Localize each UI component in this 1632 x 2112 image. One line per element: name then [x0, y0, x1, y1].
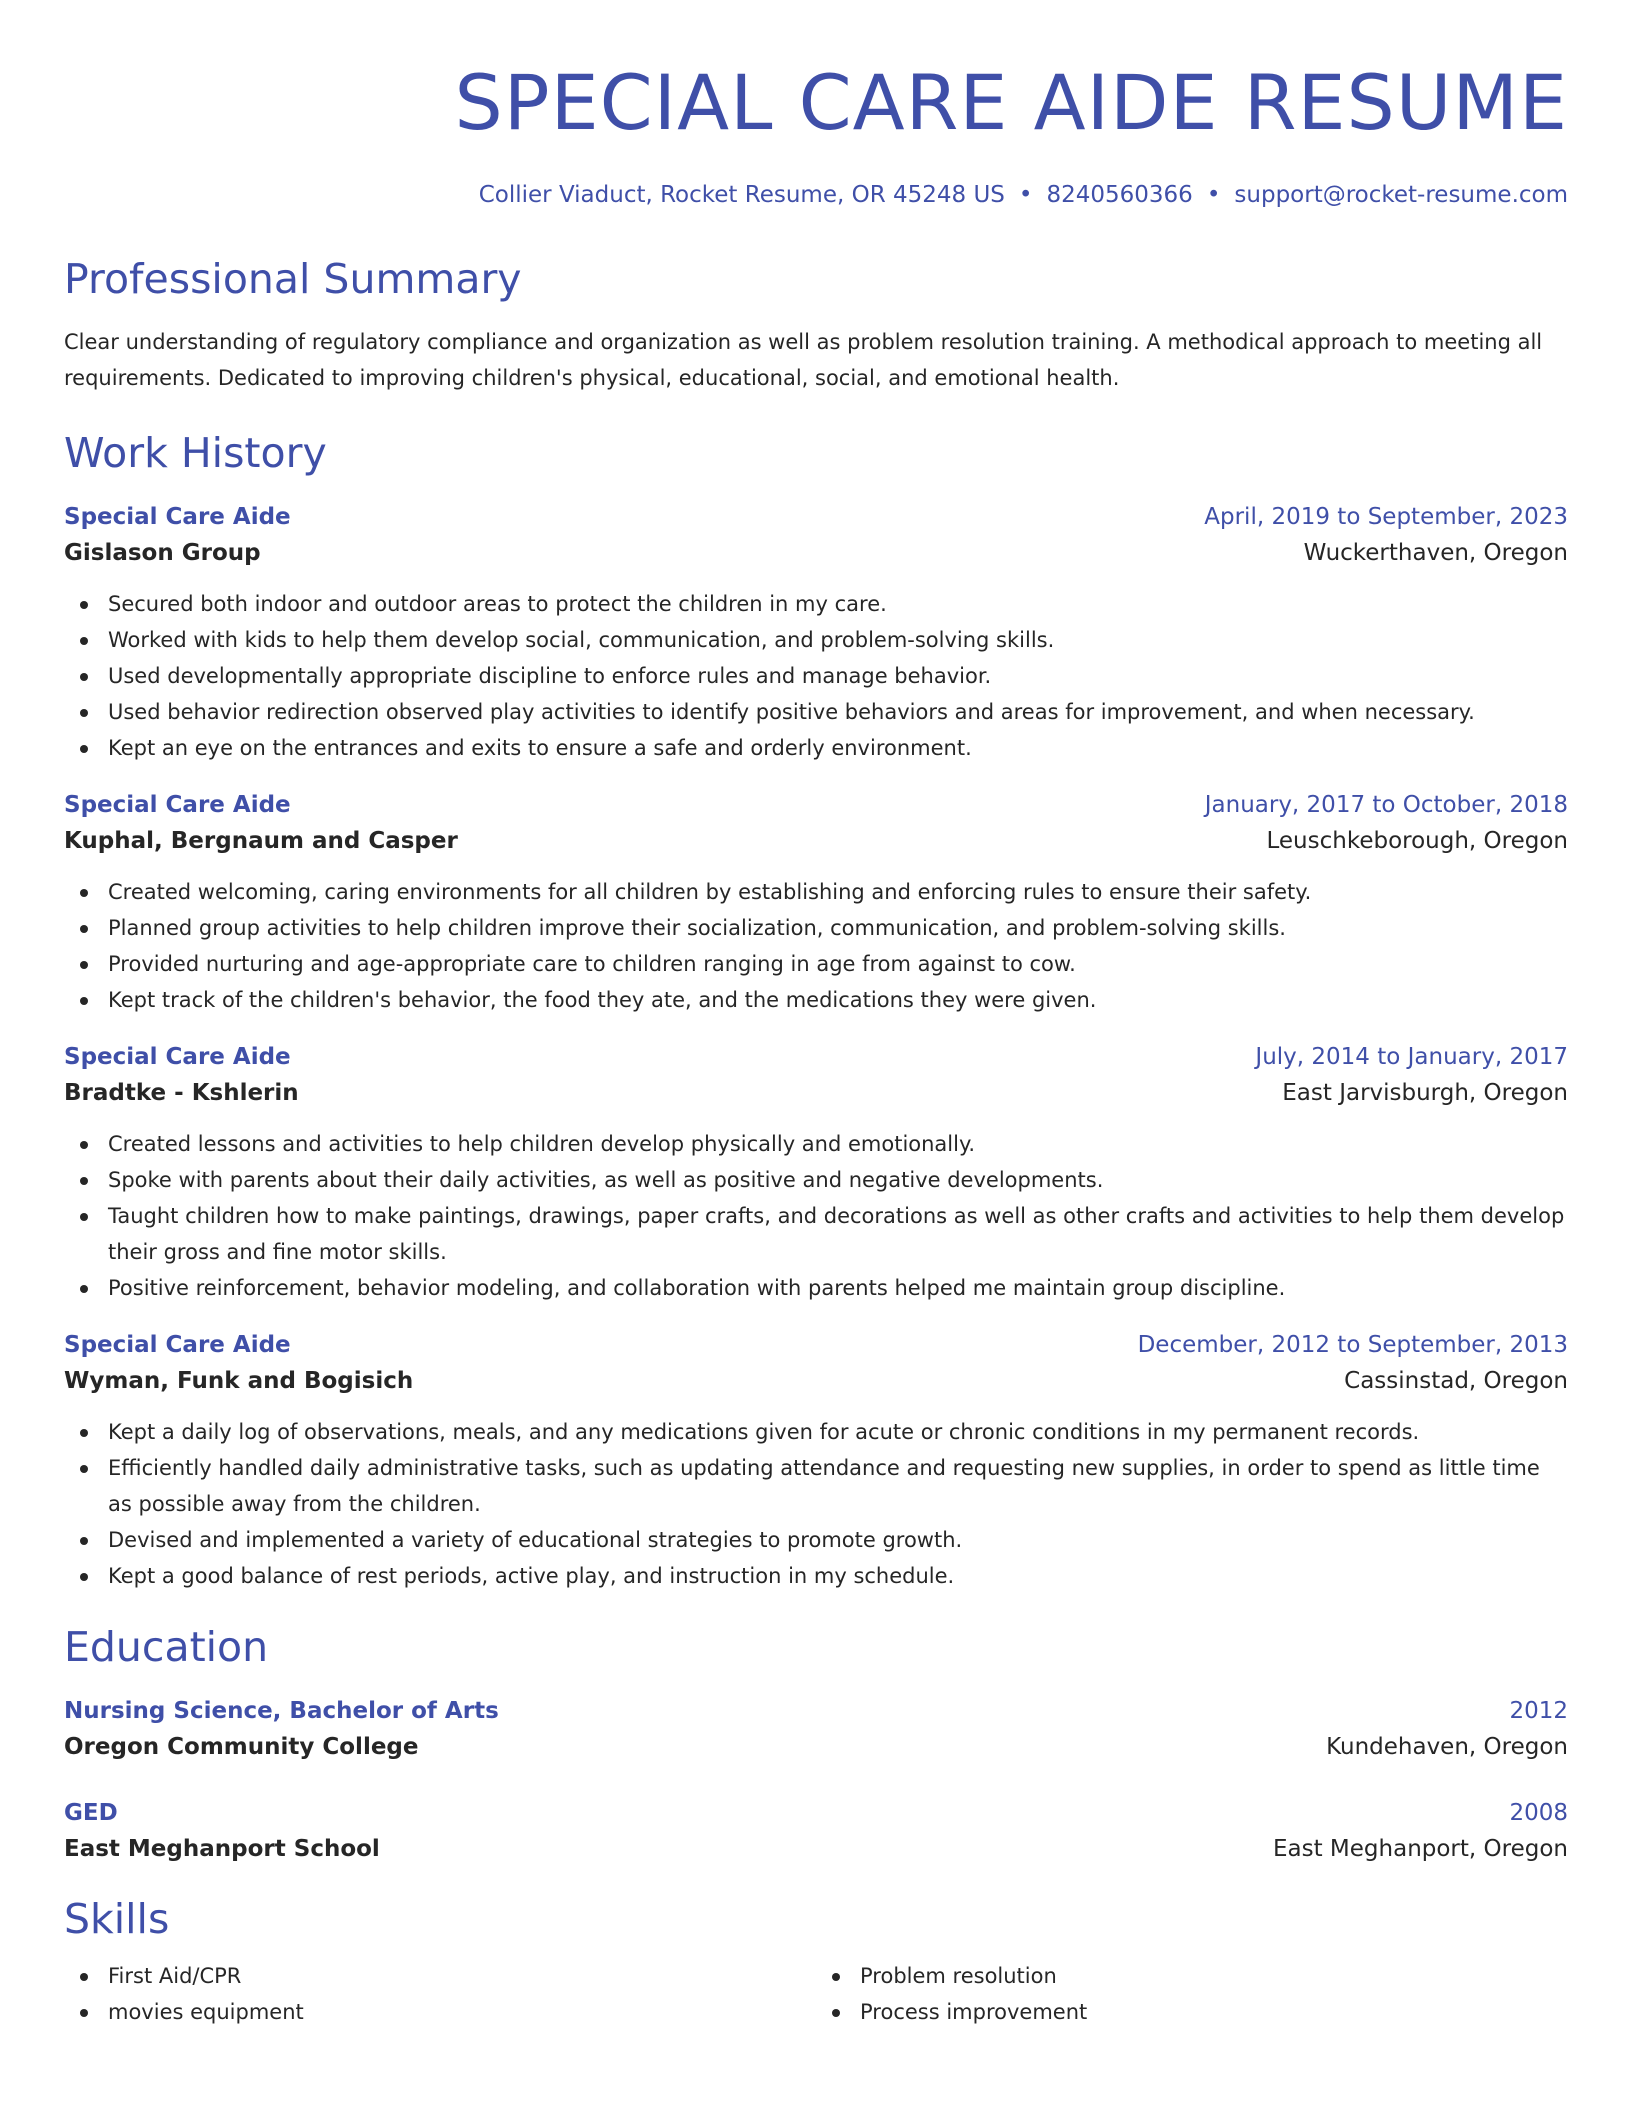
skill-item: Process improvement: [816, 1994, 1568, 2030]
summary-heading: Professional Summary: [64, 255, 522, 303]
job-title: Special Care Aide: [64, 1044, 291, 1070]
work-history-heading: Work History: [64, 429, 327, 477]
job-dates: January, 2017 to October, 2018: [1204, 792, 1568, 818]
job-company: Gislason Group: [64, 540, 261, 566]
job-entry: [64, 788, 1568, 1018]
list-item: Created welcoming, caring environments for all children by establishing and enforcing rules to ensure their safety.: [64, 874, 1568, 910]
job-title: Special Care Aide: [64, 792, 291, 818]
contact-phone: 8240560366: [1046, 182, 1193, 208]
education-degree: Nursing Science, Bachelor of Arts: [64, 1698, 499, 1724]
job-bullets: [64, 586, 1568, 766]
list-item: Secured both indoor and outdoor areas to protect the children in my care.: [64, 586, 1568, 622]
skills-column-right: [816, 1958, 1568, 2030]
job-bullets: [64, 1126, 1568, 1306]
job-title: Special Care Aide: [64, 504, 291, 530]
education-entry: [64, 1694, 1568, 1766]
job-dates: July, 2014 to January, 2017: [1255, 1044, 1568, 1070]
job-company: Kuphal, Bergnaum and Casper: [64, 828, 458, 854]
list-item: Kept a daily log of observations, meals, and any medications given for acute or chronic conditions in my permanent records.: [64, 1414, 1568, 1450]
list-item: Devised and implemented a variety of educational strategies to promote growth.: [64, 1522, 1568, 1558]
education-location: Kundehaven, Oregon: [1326, 1734, 1568, 1760]
education-degree: GED: [64, 1800, 118, 1826]
contact-separator: •: [1018, 182, 1033, 208]
job-location: East Jarvisburgh, Oregon: [1282, 1080, 1568, 1106]
education-school: Oregon Community College: [64, 1734, 419, 1760]
education-year: 2012: [1509, 1698, 1568, 1724]
skills-column-left: [64, 1958, 816, 2030]
education-location: East Meghanport, Oregon: [1272, 1836, 1568, 1862]
job-entry: [64, 1040, 1568, 1306]
summary-text: Clear understanding of regulatory compliance and organization as well as problem resolution training. A methodical approach to meeting all requirements. Dedicated to improving children's physical, educational, social, and emotional health.: [64, 330, 1543, 390]
list-item: Provided nurturing and age-appropriate care to children ranging in age from against to cow.: [64, 946, 1568, 982]
job-entry: [64, 1328, 1568, 1594]
contact-line: [64, 182, 1568, 208]
education-heading: Education: [64, 1623, 269, 1671]
list-item: Positive reinforcement, behavior modeling, and collaboration with parents helped me maintain group discipline.: [64, 1270, 1568, 1306]
job-location: Wuckerthaven, Oregon: [1303, 540, 1568, 566]
list-item: Kept a good balance of rest periods, active play, and instruction in my schedule.: [64, 1558, 1568, 1594]
education-year: 2008: [1509, 1800, 1568, 1826]
skills-heading: Skills: [64, 1895, 170, 1943]
list-item: Created lessons and activities to help children develop physically and emotionally.: [64, 1126, 1568, 1162]
list-item: Worked with kids to help them develop social, communication, and problem-solving skills.: [64, 622, 1568, 658]
job-title: Special Care Aide: [64, 1332, 291, 1358]
list-item: Kept an eye on the entrances and exits to ensure a safe and orderly environment.: [64, 730, 1568, 766]
education-school: East Meghanport School: [64, 1836, 380, 1862]
job-bullets: [64, 1414, 1568, 1594]
list-item: Efficiently handled daily administrative tasks, such as updating attendance and requesting new supplies, in order to spend as little time as possible away from the children.: [64, 1450, 1568, 1522]
education-entry: [64, 1796, 1568, 1868]
contact-email[interactable]: support@rocket-resume.com: [1234, 182, 1568, 208]
job-dates: April, 2019 to September, 2023: [1204, 504, 1568, 530]
skills-list: [64, 1958, 1568, 2030]
skill-item: Problem resolution: [816, 1958, 1568, 1994]
job-entry: [64, 500, 1568, 766]
job-location: Leuschkeborough, Oregon: [1266, 828, 1568, 854]
list-item: Spoke with parents about their daily activities, as well as positive and negative developments.: [64, 1162, 1568, 1198]
job-company: Bradtke - Kshlerin: [64, 1080, 299, 1106]
list-item: Kept track of the children's behavior, the food they ate, and the medications they were given.: [64, 982, 1568, 1018]
skill-item: First Aid/CPR: [64, 1958, 816, 1994]
list-item: Used developmentally appropriate discipline to enforce rules and manage behavior.: [64, 658, 1568, 694]
skill-item: movies equipment: [64, 1994, 816, 2030]
resume-title: SPECIAL CARE AIDE RESUME: [454, 58, 1568, 147]
job-company: Wyman, Funk and Bogisich: [64, 1368, 414, 1394]
list-item: Used behavior redirection observed play activities to identify positive behaviors and areas for improvement, and when necessary.: [64, 694, 1568, 730]
job-bullets: [64, 874, 1568, 1018]
contact-address: Collier Viaduct, Rocket Resume, OR 45248 US: [478, 182, 1005, 208]
list-item: Taught children how to make paintings, drawings, paper crafts, and decorations as well as other crafts and activities to help them develop their gross and fine motor skills.: [64, 1198, 1568, 1270]
job-dates: December, 2012 to September, 2013: [1137, 1332, 1568, 1358]
contact-separator: •: [1206, 182, 1221, 208]
job-location: Cassinstad, Oregon: [1344, 1368, 1568, 1394]
list-item: Planned group activities to help children improve their socialization, communication, and problem-solving skills.: [64, 910, 1568, 946]
